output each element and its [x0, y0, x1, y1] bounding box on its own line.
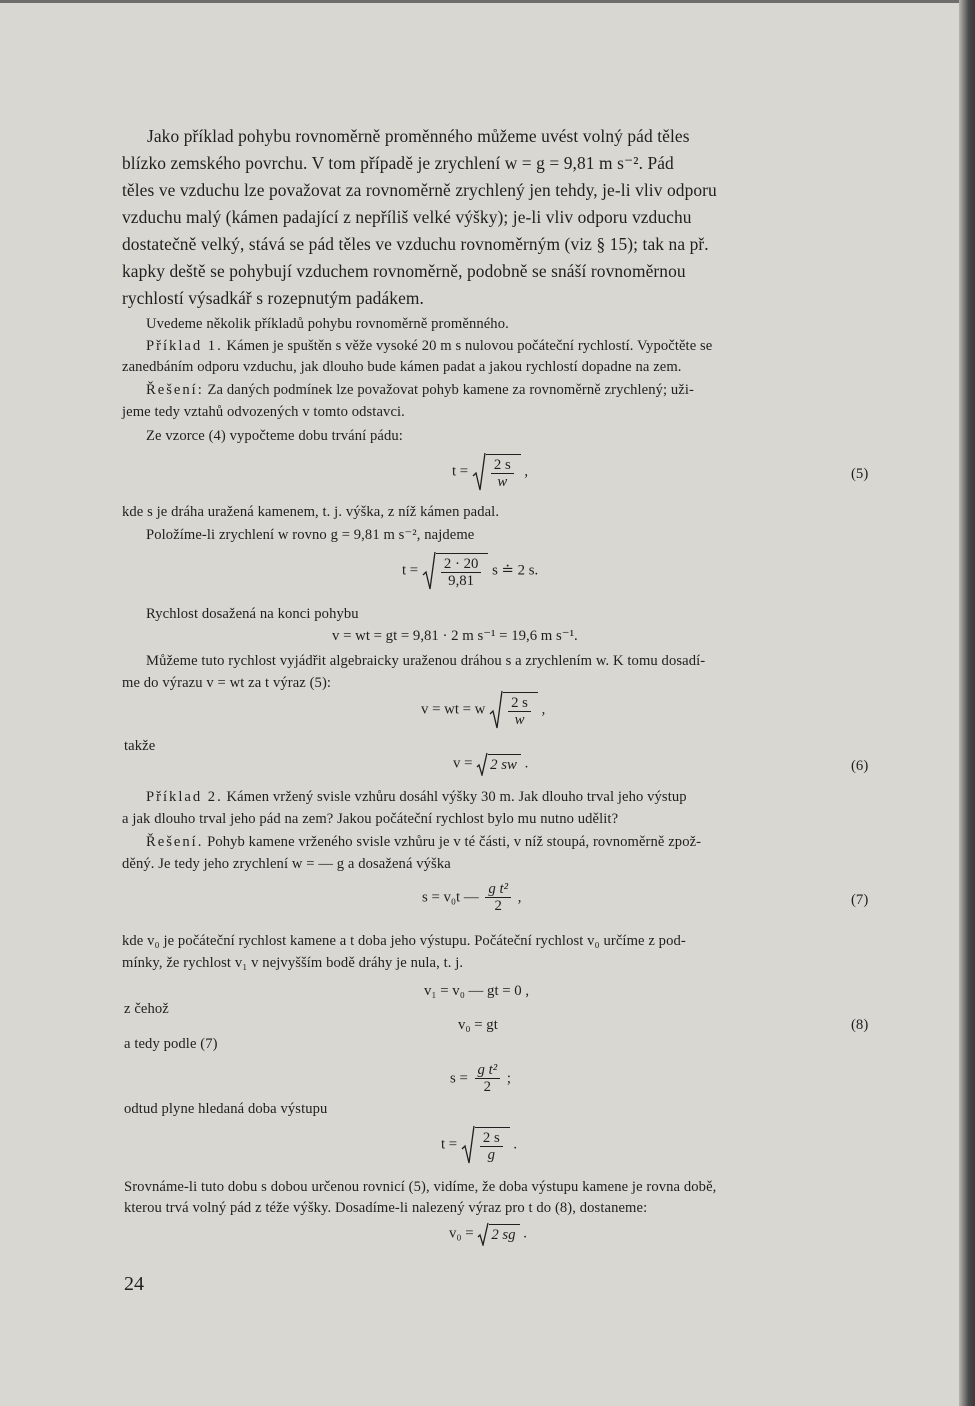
page-binding-shadow [959, 0, 975, 1406]
solution1-line2: jeme tedy vztahů odvozených v tomto odstavci. [122, 404, 405, 420]
sqrt-sign: $\frac{2 \cdot 20}{9,81}$ [422, 551, 489, 591]
paragraph-line: blízko zemského povrchu. V tom případě je zrychlení w = g = 9,81 m s⁻². Pád [122, 153, 674, 173]
solution1-line1: Řešení: Za daných podmínek lze považovat pohyb kamene za rovnoměrně zrychlený; uži- [146, 382, 695, 398]
equation-number-7: (7) [851, 892, 869, 908]
solution2-line2: děný. Je tedy jeho zrychlení w = — g a dosažená výška [122, 856, 451, 872]
compare-line1: Srovnáme-li tuto dobu s dobou určenou rovnicí (5), vidíme, že doba výstupu kamene je rovna době, [124, 1179, 717, 1195]
equation-t-numeric: t = $\frac{2 \cdot 20}{9,81}$ s ≐ 2 s. [402, 551, 538, 591]
example1-line2: zanedbáním odporu vzduchu, jak dlouho bude kámen padat a jakou rychlostí dopadne na zem. [122, 359, 682, 375]
example1-line1: Příklad 1. Kámen je spuštěn s věže vysoké 20 m s nulovou počáteční rychlostí. Vypočtěte se [146, 338, 713, 354]
express-line2: me do výrazu v = wt za t výraz (5): [122, 675, 332, 691]
paragraph-line: těles ve vzduchu lze považovat za rovnoměrně zrychlený jen tehdy, je-li vliv odporu [122, 180, 717, 200]
sqrt-sign: $\frac{2 s}{w}$ [489, 690, 538, 730]
example2-line1: Příklad 2. Kámen vržený svisle vzhůru dosáhl výšky 30 m. Jak dlouho trval jeho výstup [146, 789, 687, 805]
equation-7: s = v₀t — $\frac{\text{g t²}}{2}$ , [422, 881, 522, 914]
sqrt-sign: 2 sw [476, 752, 521, 776]
where2-line2: mínky, že rychlost v₁ v nejvyšším bodě dráhy je nula, t. j. [122, 955, 464, 971]
solution1-label: Řešení: [146, 382, 204, 398]
odtud-label: odtud plyne hledaná doba výstupu [124, 1101, 328, 1117]
equation-number-8: (8) [851, 1017, 869, 1033]
solution2-line1: Řešení. Pohyb kamene vrženého svisle vzhůru je v té části, v níž stoupá, rovnoměrně zpož- [146, 834, 702, 850]
page-edge-top [0, 0, 960, 3]
equation-v1: v₁ = v₀ — gt = 0 , [424, 983, 530, 999]
equation-s: s = $\frac{\text{g t²}}{2}$ ; [450, 1062, 511, 1095]
sqrt-sign: 2 sg [477, 1222, 519, 1246]
equation-5: t = $\frac{2 s}{w}$ , [452, 452, 528, 492]
equation-v-expression: v = wt = w $\frac{2 s}{w}$ , [421, 690, 545, 730]
example2-line2: a jak dlouho trval jeho pád na zem? Jakou počáteční rychlost bylo mu nutno udělit? [122, 811, 619, 827]
a-tedy-label: a tedy podle (7) [124, 1036, 218, 1052]
equation-8: v₀ = gt [458, 1017, 498, 1033]
page-number: 24 [124, 1273, 144, 1295]
setting-line: Položíme-li zrychlení w rovno g = 9,81 m s⁻², najdeme [146, 527, 475, 543]
intro-line: Uvedeme několik příkladů pohybu rovnoměrně proměnného. [146, 316, 509, 332]
paragraph-line: vzduchu malý (kámen padající z nepříliš velké výšky); je-li vliv odporu vzduchu [122, 207, 692, 227]
compare-line2: kterou trvá volný pád z téže výšky. Dosadíme-li nalezený výraz pro t do (8), dostaneme: [124, 1200, 648, 1216]
sqrt-sign: $\frac{2 s}{g}$ [461, 1125, 510, 1165]
speed-text: Rychlost dosažená na konci pohybu [146, 606, 359, 622]
paragraph-line: dostatečně velký, stává se pád těles ve vzduchu rovnoměrným (viz § 15); tak na př. [122, 234, 709, 254]
equation-t-ascent: t = $\frac{2 s}{g}$ . [441, 1125, 517, 1165]
example2-label: Příklad 2. [146, 789, 223, 805]
paragraph-line: rychlostí výsadkář s rozepnutým padákem. [122, 288, 424, 308]
from-formula-line: Ze vzorce (4) vypočteme dobu trvání pádu: [146, 428, 403, 444]
where2-line1: kde v₀ je počáteční rychlost kamene a t doba jeho výstupu. Počáteční rychlost v₀ určíme z pod- [122, 933, 686, 949]
speed-equation: v = wt = gt = 9,81 · 2 m s⁻¹ = 19,6 m s⁻¹. [332, 628, 578, 644]
paragraph-line: kapky deště se pohybují vzduchem rovnoměrně, podobně se snáší rovnoměrnou [122, 261, 686, 281]
equation-v0-final: v₀ = 2 sg . [449, 1222, 527, 1246]
equation-number-5: (5) [851, 466, 869, 482]
example1-label: Příklad 1. [146, 338, 223, 354]
sqrt-sign: $\frac{2 s}{w}$ [472, 452, 521, 492]
equation-number-6: (6) [851, 758, 869, 774]
paragraph-line: Jako příklad pohybu rovnoměrně proměnného můžeme uvést volný pád těles [147, 126, 690, 146]
equation-6: v = 2 sw . [453, 752, 528, 776]
z-ceho-label: z čehož [124, 1001, 169, 1017]
solution2-label: Řešení. [146, 834, 204, 850]
express-line1: Můžeme tuto rychlost vyjádřit algebraicky uraženou dráhou s a zrychlením w. K tomu dosadí- [146, 653, 706, 669]
takze-label: takže [124, 738, 156, 754]
where-line: kde s je dráha uražená kamenem, t. j. výška, z níž kámen padal. [122, 504, 500, 520]
